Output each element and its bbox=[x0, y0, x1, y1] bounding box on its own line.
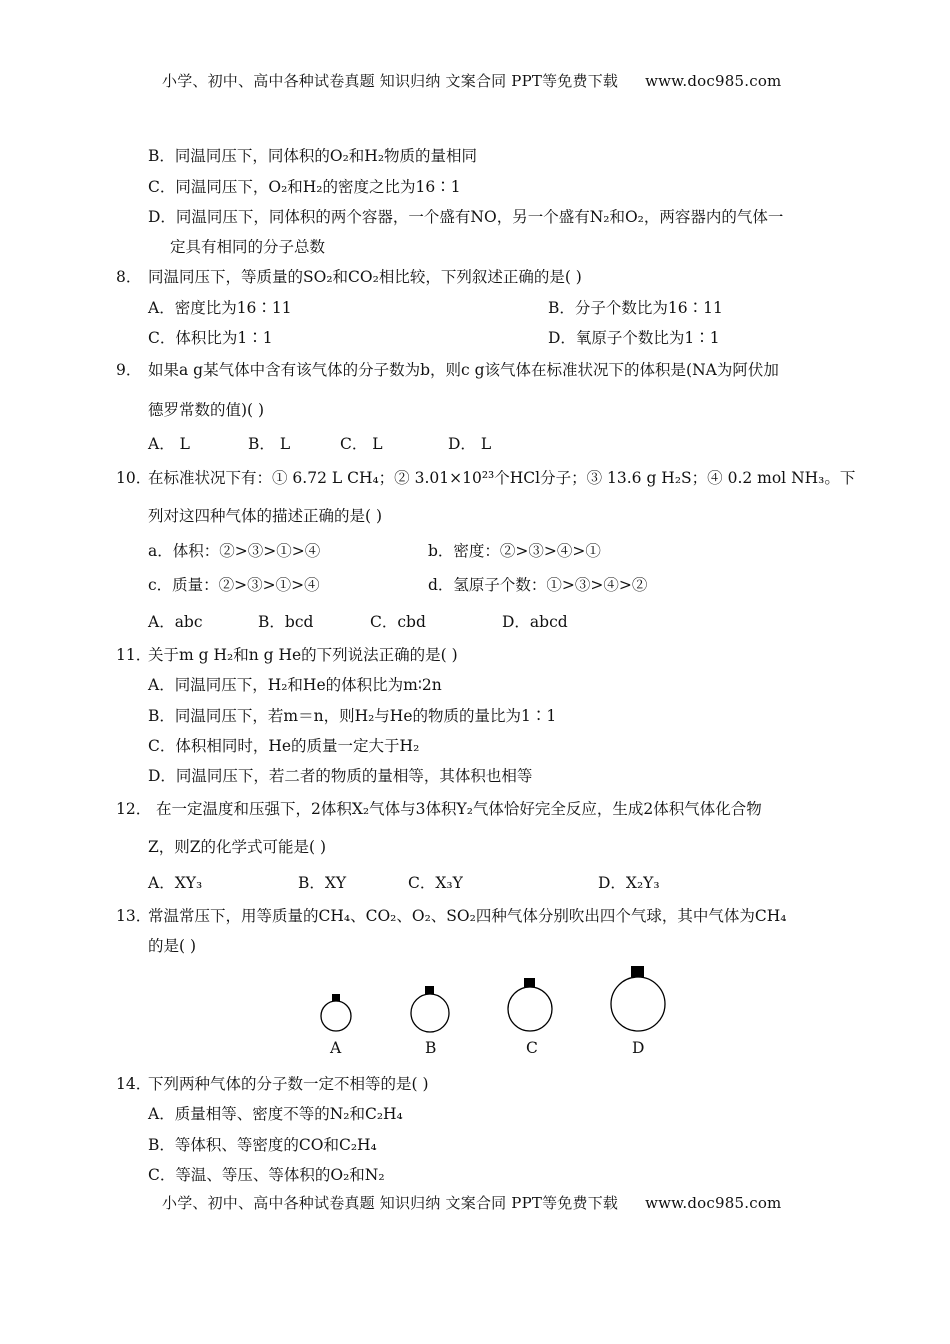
q11-option-c: C．体积相同时，He的质量一定大于H₂ bbox=[148, 737, 420, 755]
q9-stem-line2: 德罗常数的值)( ) bbox=[148, 401, 265, 419]
header-text: 小学、初中、高中各种试卷真题 知识归纳 文案合同 PPT等免费下载 bbox=[162, 72, 619, 90]
q12-option-c: C．X₃Y bbox=[408, 874, 463, 892]
page-footer bbox=[162, 1192, 781, 1213]
q12-option-a: A．XY₃ bbox=[148, 874, 203, 892]
q8-option-b: B．分子个数比为16∶11 bbox=[548, 299, 723, 317]
balloon-label-a: A bbox=[330, 1039, 342, 1057]
balloon-label-c: C bbox=[526, 1039, 538, 1057]
balloon-label-b: B bbox=[425, 1039, 437, 1057]
footer-text: 小学、初中、高中各种试卷真题 知识归纳 文案合同 PPT等免费下载 bbox=[162, 1194, 619, 1212]
q13-stem-line1: 常温常压下，用等质量的CH₄、CO₂、O₂、SO₂四种气体分别吹出四个气球，其中气体为CH₄ bbox=[148, 907, 787, 925]
q12-option-d: D．X₂Y₃ bbox=[598, 874, 660, 892]
q12-stem-line2: Z，则Z的化学式可能是( ) bbox=[148, 838, 327, 856]
q13-number: 13． bbox=[116, 907, 152, 925]
q12-stem-line1: 在一定温度和压强下，2体积X₂气体与3体积Y₂气体恰好完全反应，生成2体积气体化合物 bbox=[156, 800, 762, 818]
q10-option-d: D．abcd bbox=[502, 613, 568, 631]
q14-option-b: B．等体积、等密度的CO和C₂H₄ bbox=[148, 1136, 377, 1154]
q10-stem-line2: 列对这四种气体的描述正确的是( ) bbox=[148, 507, 383, 525]
q14-number: 14． bbox=[116, 1075, 152, 1093]
q10-number: 10． bbox=[116, 469, 152, 487]
q10-item-d: d．氢原子个数：①>③>④>② bbox=[428, 576, 648, 594]
q9-option-b: B． L bbox=[248, 435, 291, 453]
q10-option-c: C．cbd bbox=[370, 613, 426, 631]
q8-number: 8． bbox=[116, 268, 142, 286]
q8-option-a: A．密度比为16∶11 bbox=[148, 299, 292, 317]
balloon-label-d: D bbox=[632, 1039, 645, 1057]
q14-stem: 下列两种气体的分子数一定不相等的是( ) bbox=[148, 1075, 429, 1093]
balloon-d bbox=[611, 966, 665, 1031]
q8-option-c: C．体积比为1∶1 bbox=[148, 329, 273, 347]
footer-url: www.doc985.com bbox=[645, 1194, 782, 1212]
balloon-b bbox=[411, 986, 449, 1032]
q9-option-c: C． L bbox=[340, 435, 383, 453]
q12-option-b: B．XY bbox=[298, 874, 347, 892]
q9-option-d: D． L bbox=[448, 435, 492, 453]
balloon-a bbox=[321, 994, 351, 1031]
q10-option-b: B．bcd bbox=[258, 613, 314, 631]
q11-option-a: A．同温同压下，H₂和He的体积比为m∶2n bbox=[148, 676, 442, 694]
q7-option-d-line1: D．同温同压下，同体积的两个容器，一个盛有NO，另一个盛有N₂和O₂，两容器内的气体一 bbox=[148, 208, 784, 226]
q7-option-b: B．同温同压下，同体积的O₂和H₂物质的量相同 bbox=[148, 147, 478, 165]
q13-stem-line2: 的是( ) bbox=[148, 937, 197, 955]
q14-option-a: A．质量相等、密度不等的N₂和C₂H₄ bbox=[148, 1105, 403, 1123]
q9-number: 9． bbox=[116, 361, 142, 379]
q11-number: 11． bbox=[116, 646, 152, 664]
q9-option-a: A． L bbox=[148, 435, 190, 453]
q11-stem: 关于m g H₂和n g He的下列说法正确的是( ) bbox=[148, 646, 458, 664]
q10-item-c: c．质量：②>③>①>④ bbox=[148, 576, 320, 594]
q11-option-b: B．同温同压下，若m＝n，则H₂与He的物质的量比为1∶1 bbox=[148, 707, 557, 725]
q10-option-a: A．abc bbox=[148, 613, 203, 631]
q11-option-d: D．同温同压下，若二者的物质的量相等，其体积也相等 bbox=[148, 767, 533, 785]
q7-option-c: C．同温同压下，O₂和H₂的密度之比为16∶1 bbox=[148, 178, 461, 196]
header-url: www.doc985.com bbox=[645, 72, 782, 90]
q12-number: 12． bbox=[116, 800, 152, 818]
q10-item-a: a．体积：②>③>①>④ bbox=[148, 542, 321, 560]
q8-option-d: D．氧原子个数比为1∶1 bbox=[548, 329, 720, 347]
q10-item-b: b．密度：②>③>④>① bbox=[428, 542, 601, 560]
q14-option-c: C．等温、等压、等体积的O₂和N₂ bbox=[148, 1166, 385, 1184]
balloon-c bbox=[508, 978, 552, 1031]
q10-stem-line1: 在标准状况下有：① 6.72 L CH₄；② 3.01×10²³个HCl分子；③ 13.6 g H₂S；④ 0.2 mol NH₃。下 bbox=[148, 469, 856, 487]
q9-stem-line1: 如果a g某气体中含有该气体的分子数为b，则c g该气体在标准状况下的体积是(NA为阿伏加 bbox=[148, 361, 779, 379]
q7-option-d-line2: 定具有相同的分子总数 bbox=[170, 238, 326, 256]
q8-stem: 同温同压下，等质量的SO₂和CO₂相比较，下列叙述正确的是( ) bbox=[148, 268, 582, 286]
